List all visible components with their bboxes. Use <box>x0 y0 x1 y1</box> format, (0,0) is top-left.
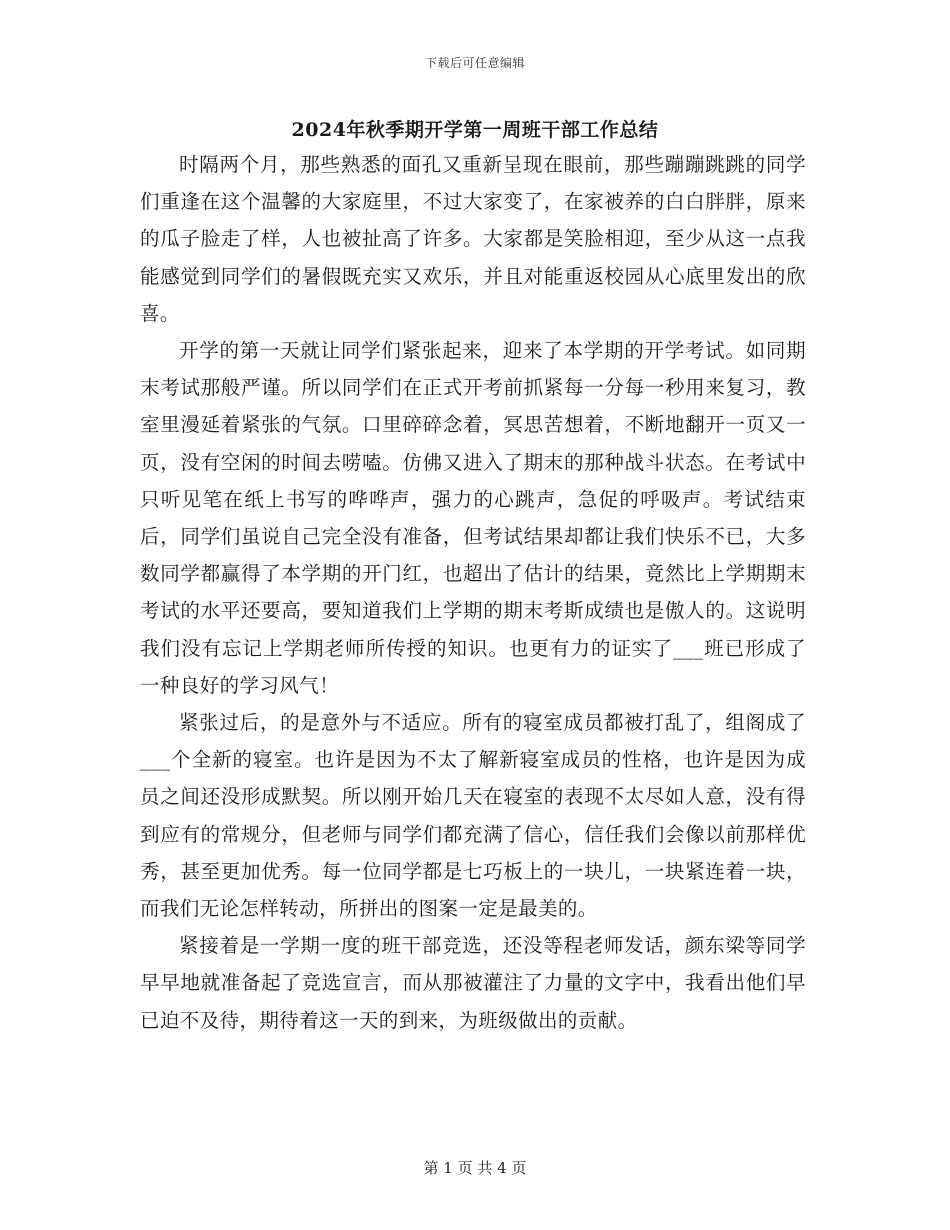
paragraph: 紧接着是一学期一度的班干部竞选，还没等程老师发话，颜东梁等同学早早地就准备起了竞选宣言，而从那被灌注了力量的文字中，我看出他们早已迫不及待，期待着这一天的到来，为班级做出的贡献。 <box>140 934 806 1032</box>
paragraph: 开学的第一天就让同学们紧张起来，迎来了本学期的开学考试。如同期末考试那般严谨。所以同学们在正式开考前抓紧每一分每一秒用来复习，教室里漫延着紧张的气氛。口里碎碎念着，冥思苦想着，不断地翻开一页又一页，没有空闲的时间去唠嗑。仿佛又进入了期末的那种战斗状态。在考试中只听见笔在纸上书写的哗哗声，强力的心跳声，急促的呼吸声。考试结束后，同学们虽说自己完全没有准备，但考试结果却都让我们快乐不已，大多数同学都赢得了本学期的开门红，也超出了估计的结果，竟然比上学期期末考试的水平还要高，要知道我们上学期的期末考斯成绩也是傲人的。这说明我们没有忘记上学期老师所传授的知识。也更有力的证实了___班已形成了一种良好的学习风气！ <box>140 339 806 697</box>
document-body <box>140 146 806 1039</box>
page-indicator: 第 1 页 共 4 页 <box>423 1159 527 1177</box>
document-title: 2024年秋季期开学第一周班干部工作总结 <box>291 119 659 141</box>
paragraph: 时隔两个月，那些熟悉的面孔又重新呈现在眼前，那些蹦蹦跳跳的同学们重逢在这个温馨的大家庭里，不过大家变了，在家被养的白白胖胖，原来的瓜子脸走了样，人也被扯高了许多。大家都是笑脸相迎，至少从这一点我能感觉到同学们的暑假既充实又欢乐，并且对能重返校园从心底里发出的欣喜。 <box>140 153 806 325</box>
header-note: 下载后可任意编辑 <box>424 56 525 70</box>
paragraph: 紧张过后，的是意外与不适应。所有的寝室成员都被打乱了，组阁成了___个全新的寝室。也许是因为不太了解新寝室成员的性格，也许是因为成员之间还没形成默契。所以刚开始几天在寝室的表现不太尽如人意，没有得到应有的常规分，但老师与同学们都充满了信心，信任我们会像以前那样优秀，甚至更加优秀。每一位同学都是七巧板上的一块儿，一块紧连着一块，而我们无论怎样转动，所拼出的图案一定是最美的。 <box>140 711 806 921</box>
